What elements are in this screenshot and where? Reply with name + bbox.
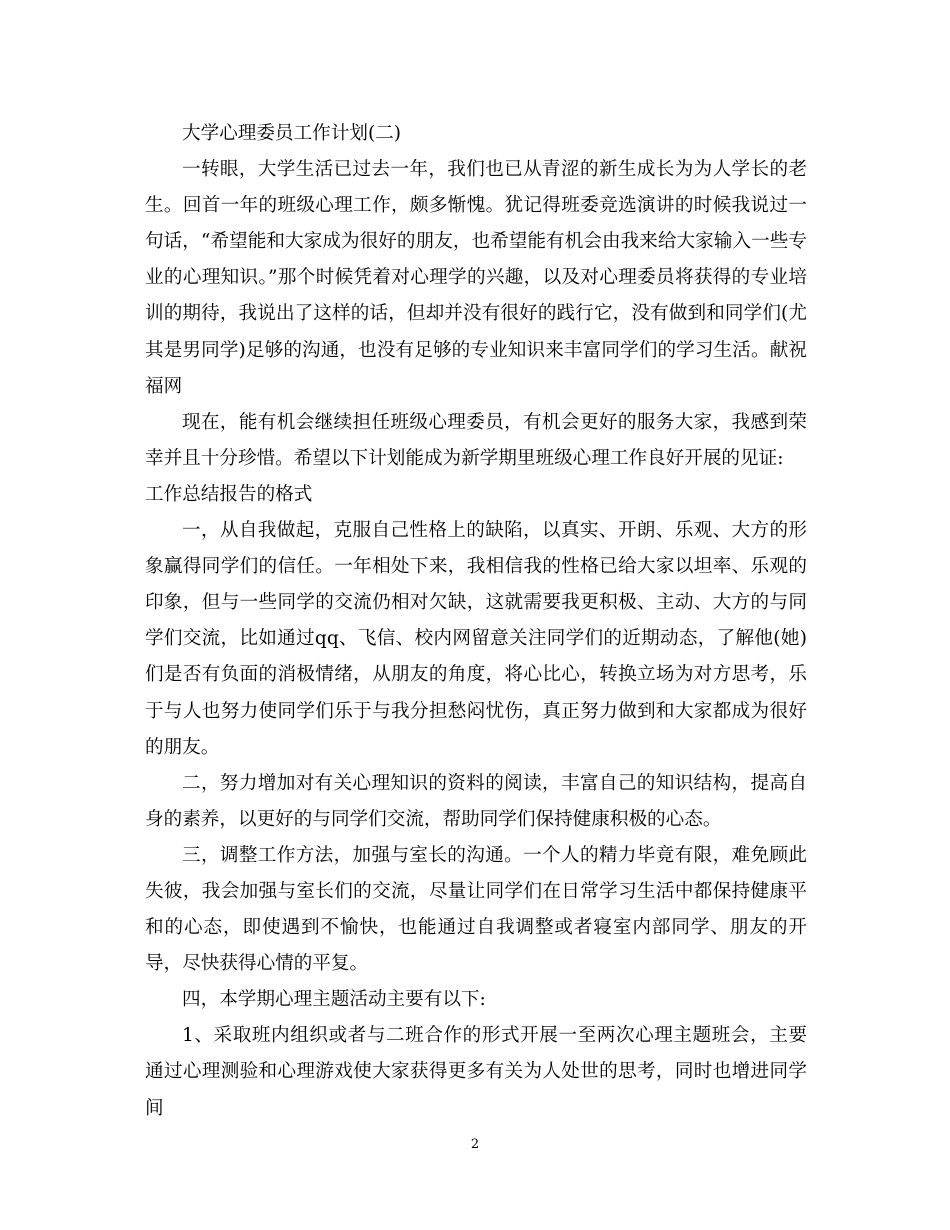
- paragraph-point-two: 二，努力增加对有关心理知识的资料的阅读，丰富自己的知识结构，提高自身的素养，以更好的与同学们交流，帮助同学们保持健康积极的心态。: [145, 772, 807, 830]
- page-number: 2: [470, 1137, 480, 1152]
- paragraph-intro: 一转眼，大学生活已过去一年，我们也已从青涩的新生成长为为人学长的老生。回首一年的班级心理工作，颇多惭愧。犹记得班委竞选演讲的时候我说过一句话，“希望能和大家成为很好的朋友，也希望能有机会由我来给大家输入一些专业的心理知识。”那个时候凭着对心理学的兴趣，以及对心理委员将获得的专业培训的期待，我说出了这样的话，但却并没有很好的践行它，没有做到和同学们(尤其是男同学)足够的沟通，也没有足够的专业知识来丰富同学们的学习生活。献祝福网: [145, 159, 807, 397]
- paragraph-point-one: 一，从自我做起，克服自己性格上的缺陷，以真实、开朗、乐观、大方的形象赢得同学们的信任。一年相处下来，我相信我的性格已给大家以坦率、乐观的印象，但与一些同学的交流仍相对欠缺，这就需要我更积极、主动、大方的与同学们交流，比如通过qq、飞信、校内网留意关注同学们的近期动态，了解他(她)们是否有负面的消极情绪，从朋友的角度，将心比心，转换立场为对方思考，乐于与人也努力使同学们乐于与我分担愁闷忧伤，真正努力做到和大家都成为很好的朋友。: [145, 520, 807, 758]
- paragraph-activity-one: 1、采取班内组织或者与二班合作的形式开展一至两次心理主题班会，主要通过心理测验和心理游戏使大家获得更多有关为人处世的思考，同时也增进同学间: [145, 1025, 807, 1119]
- document-body: [145, 116, 807, 1127]
- paragraph-point-three: 三，调整工作方法，加强与室长的沟通。一个人的精力毕竟有限，难免顾此失彼，我会加强与室长们的交流，尽量让同学们在日常学习生活中都保持健康平和的心态，即使遇到不愉快，也能通过自我调整或者寝室内部同学、朋友的开导，尽快获得心情的平复。: [145, 844, 807, 975]
- document-title: 大学心理委员工作计划(二): [182, 123, 402, 144]
- paragraph-point-four: 四，本学期心理主题活动主要有以下:: [182, 989, 486, 1011]
- subheading: 工作总结报告的格式: [145, 483, 313, 505]
- paragraph-now: 现在，能有机会继续担任班级心理委员，有机会更好的服务大家，我感到荣幸并且十分珍惜。希望以下计划能成为新学期里班级心理工作良好开展的见证:: [145, 411, 807, 469]
